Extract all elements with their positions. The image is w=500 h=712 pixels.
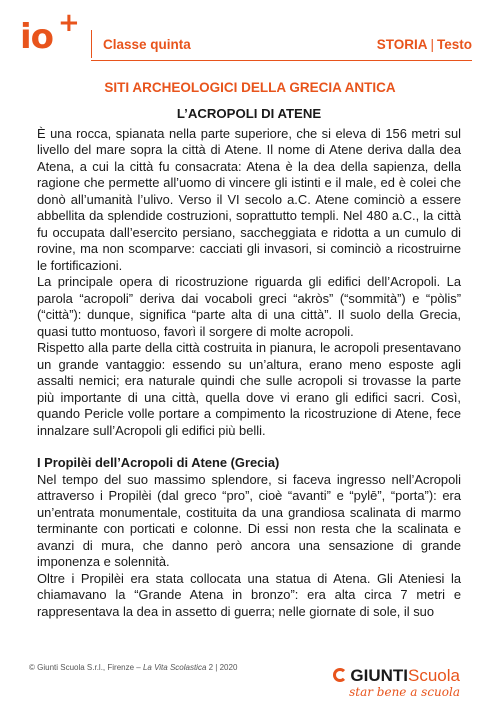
page-header: [0, 0, 500, 64]
giunti-g-icon: [333, 668, 347, 682]
io-logo: io: [20, 17, 54, 57]
section-paragraph-2: Oltre i Propilèi era stata collocata una statua di Atena. Gli Ateniesi la chiamavano la “Grande Atena in bronzo”: era alta circa 7 metri e rappresentava la dea in assetto di guerra; nelle giornate di sole, il suo: [37, 570, 461, 619]
section-heading: I Propilèi dell’Acropoli di Atene (Grecia): [37, 455, 280, 470]
subject-separator: |: [430, 37, 434, 52]
copyright-text: © Giunti Scuola S.r.l., Firenze –: [29, 663, 143, 672]
header-rule: [91, 60, 472, 61]
subject-name: STORIA: [376, 37, 428, 52]
giunti-scuola-logo: [333, 666, 460, 686]
page-title: SITI ARCHEOLOGICI DELLA GRECIA ANTICA: [104, 80, 396, 95]
section-paragraph-1: Nel tempo del suo massimo splendore, si faceva ingresso nell’Acropoli attraverso i Propilèi (dal greco “pro”, cioè “avanti” e “pylē”, “porta”): era un’entrata monumentale, costituita da una grandiosa scalinata di marmo terminante con porticati e colonne. Di essi non resta che la scalinata e avanzi di mura, che danno però ancora una sensazione di grande imponenza e solennità.: [37, 471, 461, 569]
article-body: [37, 106, 461, 620]
book-title: La Vita Scolastica: [142, 663, 207, 672]
class-label: Classe quinta: [103, 37, 191, 52]
article-subtitle: L’ACROPOLI DI ATENE: [176, 106, 322, 121]
header-divider: [91, 30, 92, 58]
paragraph-3: Rispetto alla parte della città costruita in pianura, le acropoli presentavano un grande vantaggio: essendo su un’altura, erano meno esposte agli assalti nemici; era naturale quindi che sulle acropoli si trovasse la parte più importante di una città, quella dove vi erano gli edifici sacri. Così, quando Pericle volle portare a compimento la ricostruzione di Atene, fece innalzare sull’Acropoli gli edifici più belli.: [37, 340, 461, 438]
brand-giunti: GIUNTI: [350, 666, 409, 685]
brand-tagline: star bene a scuola: [349, 685, 460, 699]
paragraph-2: La principale opera di ricostruzione riguarda gli edifici dell’Acropoli. La parola “acropoli” deriva dai vocaboli greci “akròs” (“sommità”) e “pòlis” (“città”): dunque, significa “parte alta di una città”. Il suolo della Grecia, quasi tutto montuoso, favorì il sorgere di molte acropoli.: [37, 274, 461, 339]
subject-label: [377, 37, 472, 52]
book-info: 2 | 2020: [206, 663, 238, 672]
paragraph-1: È una rocca, spianata nella parte superiore, che si eleva di 156 metri sul livello del mare sopra la città di Atene. Il nome di Atene deriva dalla dea Atena, a cui la città fu consacrata: Atena è la dea della sapienza, della ragione che permette all’uomo di vincere gli istinti e il male, ed è colei che donò all’umanità l’ulivo. Verso il VI secolo a.C. Atene cominciò a essere abbellita da splendide costruzioni, soprattutto templi. Nel 480 a.C., la città fu occupata dall’esercito persiano, saccheggiata e ridotta a un cumulo di rovine, ma non scomparve: cacciati gli invasori, si cominciò a ricostruirne le fortificazioni.: [37, 125, 461, 273]
copyright-notice: [29, 663, 237, 672]
document-type: Testo: [436, 37, 472, 52]
brand-scuola: Scuola: [408, 666, 460, 685]
plus-icon: +: [58, 8, 80, 38]
